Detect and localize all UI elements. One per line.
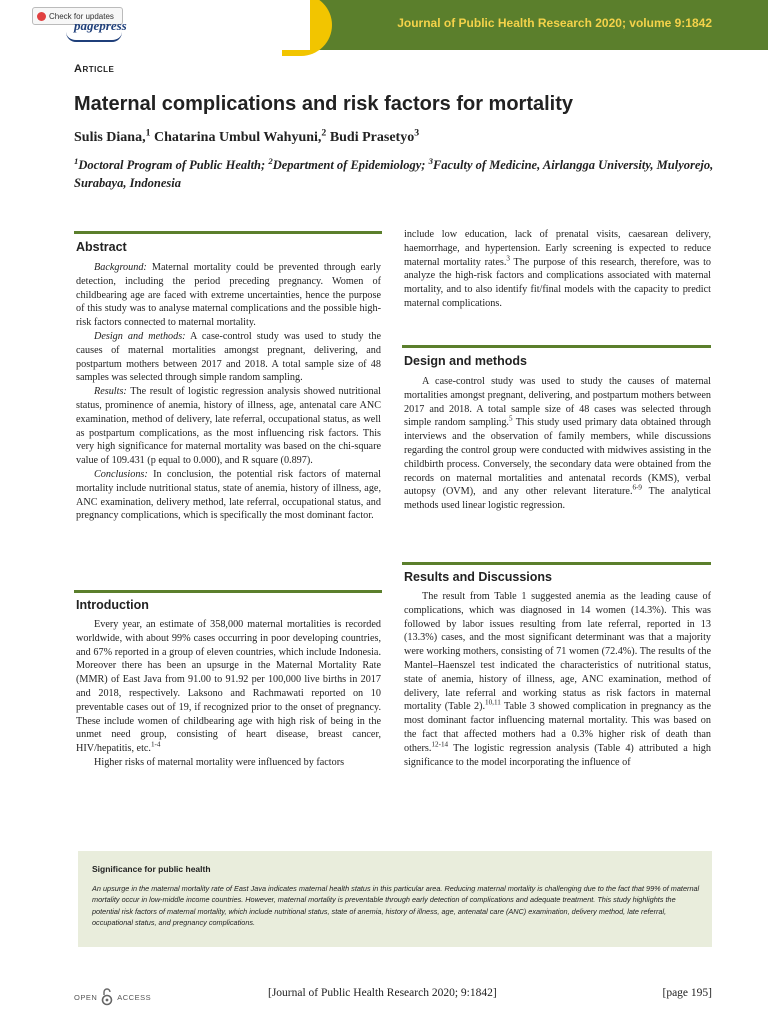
reference-sup: 3 [506,254,510,263]
abstract-heading: Abstract [76,240,127,254]
results-rule [402,562,711,565]
affil-text: Doctoral Program of Public Health; [78,158,269,172]
abstract-text: A case-control study was used to study the causes of maternal mortalities amongst pregnant, delivering, and postpartum mothers between 2017 and 2018. A total sample size of 48 samples was selected through simple random sampling. [76,330,381,384]
significance-text: An upsurge in the maternal mortality rate of East Java indicates maternal health status in this particular area. Reducing maternal mortality is challenging due to the fact that 99% of maternal mortality occur in low-middle income countries. However, maternal mortality is preventable through early detection of complications and adequate treatment. This study highlights the potential risk factors of maternal mortality, which include nutritional status, state of anemia, history of illness, age, antenatal care (ANC) examination, delivery method, late referral, occupational status, and pregnancy complications. [92,884,700,928]
journal-title: Journal of Public Health Research 2020; volume 9:1842 [397,16,712,30]
design-methods-heading: Design and methods [404,354,527,368]
affil-text: Faculty of Medicine, Airlangga University, Mulyorejo, Surabaya, Indonesia [74,158,714,190]
publisher-logo: pagepress [74,18,127,33]
abstract-label: Background: [94,262,147,273]
results-heading: Results and Discussions [404,570,552,584]
author-sup: 2 [321,127,327,139]
design-text: This study used primary data obtained through interviews and the observation of family members, while discussions regarding the control group were conducted with midwives assisting in the childbirth process. Conversely, the secondary data were obtained from the records on maternal mortalities and antenatal records (KMS), verbal autopsy (OVM), and any other relevant literature. [404,417,711,498]
design-rule [402,345,711,348]
design-text: The analytical methods used linear logistic regression. [404,486,711,512]
check-updates-label: Check for updates [49,11,114,21]
access-label: ACCESS [117,992,152,1002]
author-list [74,127,420,146]
introduction-rule [74,590,382,593]
affiliations [74,156,714,192]
author-name: Sulis Diana, [74,130,146,145]
abstract-label: Results: [94,386,127,398]
results-text: The logistic regression analysis (Table 4) attributed a high significance to the model incorporating the influence of [404,742,711,768]
design-methods-body [404,375,711,513]
significance-heading: Significance for public health [92,864,211,874]
logo-swoosh-icon [66,32,122,42]
abstract-body [76,261,381,523]
design-text: A case-control study was used to study the causes of maternal mortalities amongst pregnant, delivering, and postpartum mothers between 2017 and 2018. A total sample size of 48 cases was selected through simple random sampling. [404,376,711,429]
open-access-logo [74,988,151,1006]
article-title: Maternal complications and risk factors for mortality [74,93,574,115]
reference-sup: 6-9 [632,483,642,492]
introduction-text: Every year, an estimate of 358,000 maternal mortalities is recorded worldwide, with about 99% cases occurring in poor developing countries, and 67% reported in a group of eleven countries, which include Indonesia. Moreover there has been an upsurge in the Maternal Mortality Rate (MMR) of East Java from 91.00 to 91.92 per 100,000 live births in 2017 and 2018, respectively. Laksono and Rachmawati reported on 10 preventable cases out of 19, if recognized prior to the onset of pregnancy. These include women of childbearing age with high risk of being in the unmet need group, consisting of heart disease, breast cancer, HIV/hepatitis, etc. [76,619,381,755]
introduction-body [76,618,381,770]
affil-sup: 1 [74,155,79,166]
page-number: [page 195] [662,987,712,999]
abstract-label: Design and methods: [94,330,186,342]
reference-sup: 5 [508,415,513,423]
reference-sup: 12-14 [431,740,449,749]
affil-sup: 2 [268,155,273,166]
affil-sup: 3 [428,155,433,166]
open-access-lock-icon [101,988,113,1006]
abstract-label: Conclusions: [94,468,148,480]
check-updates-icon [37,12,46,21]
results-body [404,590,711,769]
reference-sup: 1-4 [150,740,161,749]
results-text: The result from Table 1 suggested anemia as the leading cause of complications, which was diagnosed in 14 women (14.3%). This was followed by labor issues resulting from late referral, reported in 13 (13.3%) cases, and the most significant determinant was that a majority were working mothers, consisting of 71 women (72.4%). The results of the Mantel–Haenszel test indicated the characteristics of nutritional status, state of anemia, history of illness, age, ANC examination, method of delivery, late referral and working status as risk factors in maternal mortality (Table 2). [404,591,711,713]
open-label: OPEN [74,992,98,1002]
results-text: Table 3 showed complication in pregnancy as the most dominant factor influencing maternal mortality. This was based on the fact that affected mothers had a 0.3% higher risk of death than others. [404,701,711,754]
intro-continued [404,228,711,311]
author-sup: 3 [414,127,420,139]
introduction-text: Higher risks of maternal mortality were influenced by factors [94,756,345,768]
intro-continued-text: The purpose of this research, therefore, was to analyze the high-risk factors and complications associated with maternal mortality, and to also identify fit/final models with the capacity to predict maternal complications. [404,256,712,309]
footer-citation: [Journal of Public Health Research 2020; 9:1842] [268,987,497,999]
introduction-heading: Introduction [76,598,149,612]
author-sup: 1 [145,127,151,139]
abstract-text: Maternal mortality could be prevented through early detection, including the period preceding pregnancy. Women of childbearing age are faced with extreme uncertainties, hence the purpose of this study was to analyse maternal complications and the possible high-risk factors connected to maternal mortality. [76,262,381,329]
abstract-text: In conclusion, the potential risk factors of maternal mortality include nutritional status, state of anemia, history of illness, age, ANC examination, delivery method, late referral, occupational status, and pregnancy complications, which is specifically the most dominant factor. [76,468,381,522]
article-type-label: Article [74,63,115,75]
abstract-rule [74,231,382,234]
author-name: Budi Prasetyo [326,130,415,145]
author-name: Chatarina Umbul Wahyuni, [150,130,322,145]
reference-sup: 10,11 [485,698,501,707]
header-white-cap [240,0,310,50]
affil-text: Department of Epidemiology; [272,158,429,172]
intro-continued-text: include low education, lack of prenatal visits, caesarean delivery, haemorrhage, and hypertension. Early screening is expected to reduce maternal mortality rates. [404,229,711,268]
abstract-text: The result of logistic regression analysis showed nutritional status, prominence of anemia, history of illness, age, antenatal care ANC examination, method of delivery, late referral, occupational status, as well as postpartum complications, as the most influencing risk factors. This very high significance for maternal mortality was based on the chi-square value of 109.431 (p equal to 0.000), and R square (0.897). [76,386,381,467]
